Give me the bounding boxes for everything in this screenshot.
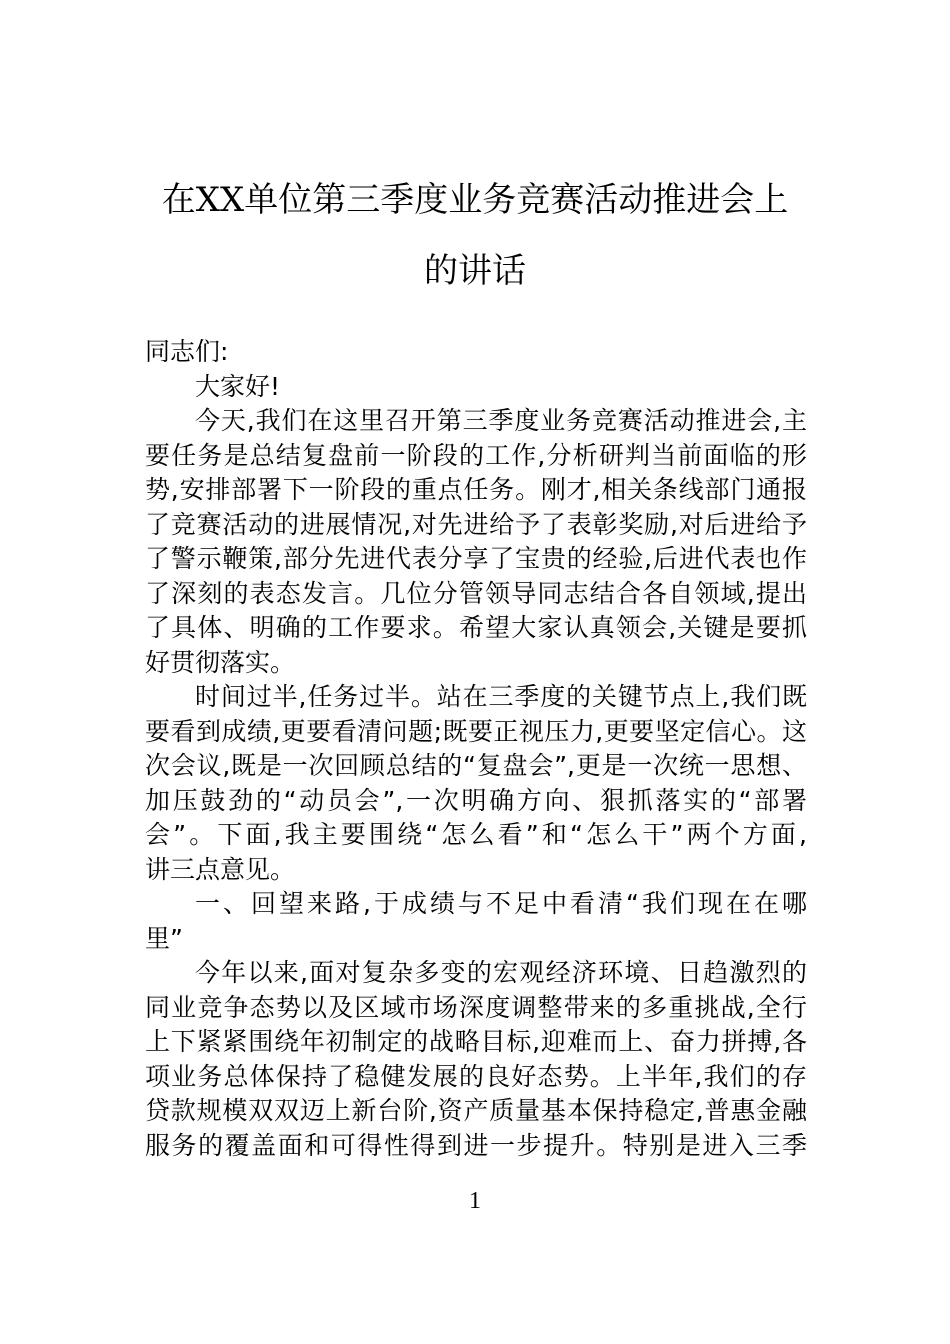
body-text-line: 了竞赛活动的进展情况,对先进给予了表彰奖励,对后进给予	[145, 509, 807, 539]
body-text-line: 一、回望来路,于成绩与不足中看清“我们现在在哪	[195, 889, 807, 918]
document-title-line-2: 的讲话	[424, 251, 526, 291]
page-number: 1	[469, 1188, 481, 1214]
body-text-line: 上下紧紧围绕年初制定的战略目标,迎难而上、奋力拼搏,各	[145, 1027, 807, 1056]
body-text-line: 项业务总体保持了稳健发展的良好态势。上半年,我们的存	[145, 1061, 807, 1091]
body-text-line: 会”。下面,我主要围绕“怎么看”和“怎么干”两个方面,	[145, 820, 807, 849]
body-text-line: 次会议,既是一次回顾总结的“复盘会”,更是一次统一思想、	[145, 751, 807, 780]
body-text-line: 大家好!	[195, 371, 281, 401]
body-text-line: 加压鼓劲的“动员会”,一次明确方向、狠抓落实的“部署	[145, 785, 807, 815]
body-text-line: 讲三点意见。	[145, 854, 296, 884]
body-text-line: 了具体、明确的工作要求。希望大家认真领会,关键是要抓	[145, 613, 807, 642]
body-text-line: 今年以来,面对复杂多变的宏观经济环境、日趋激烈的	[195, 958, 807, 987]
document-body	[145, 335, 807, 1163]
body-text-line: 势,安排部署下一阶段的重点任务。刚才,相关条线部门通报	[145, 475, 807, 504]
body-text-line: 了警示鞭策,部分先进代表分享了宝贵的经验,后进代表也作	[145, 544, 807, 573]
body-text-line: 今天,我们在这里召开第三季度业务竞赛活动推进会,主	[195, 406, 807, 435]
body-text-line: 要任务是总结复盘前一阶段的工作,分析研判当前面临的形	[145, 440, 807, 470]
body-text-line: 同志们:	[145, 337, 229, 366]
body-text-line: 同业竞争态势以及区域市场深度调整带来的多重挑战,全行	[145, 992, 807, 1022]
body-text-line: 了深刻的表态发言。几位分管领导同志结合各自领域,提出	[145, 578, 807, 608]
body-text-line: 里”	[145, 923, 183, 953]
body-text-line: 时间过半,任务过半。站在三季度的关键节点上,我们既	[195, 682, 807, 711]
body-text-line: 贷款规模双双迈上新台阶,资产质量基本保持稳定,普惠金融	[145, 1096, 807, 1125]
body-text-line: 要看到成绩,更要看清问题;既要正视压力,更要坚定信心。这	[145, 716, 807, 746]
document-title-line-1: 在XX单位第三季度业务竞赛活动推进会上	[161, 180, 789, 220]
body-text-line: 好贯彻落实。	[145, 647, 296, 677]
body-text-line: 服务的覆盖面和可得性得到进一步提升。特别是进入三季	[145, 1130, 807, 1160]
